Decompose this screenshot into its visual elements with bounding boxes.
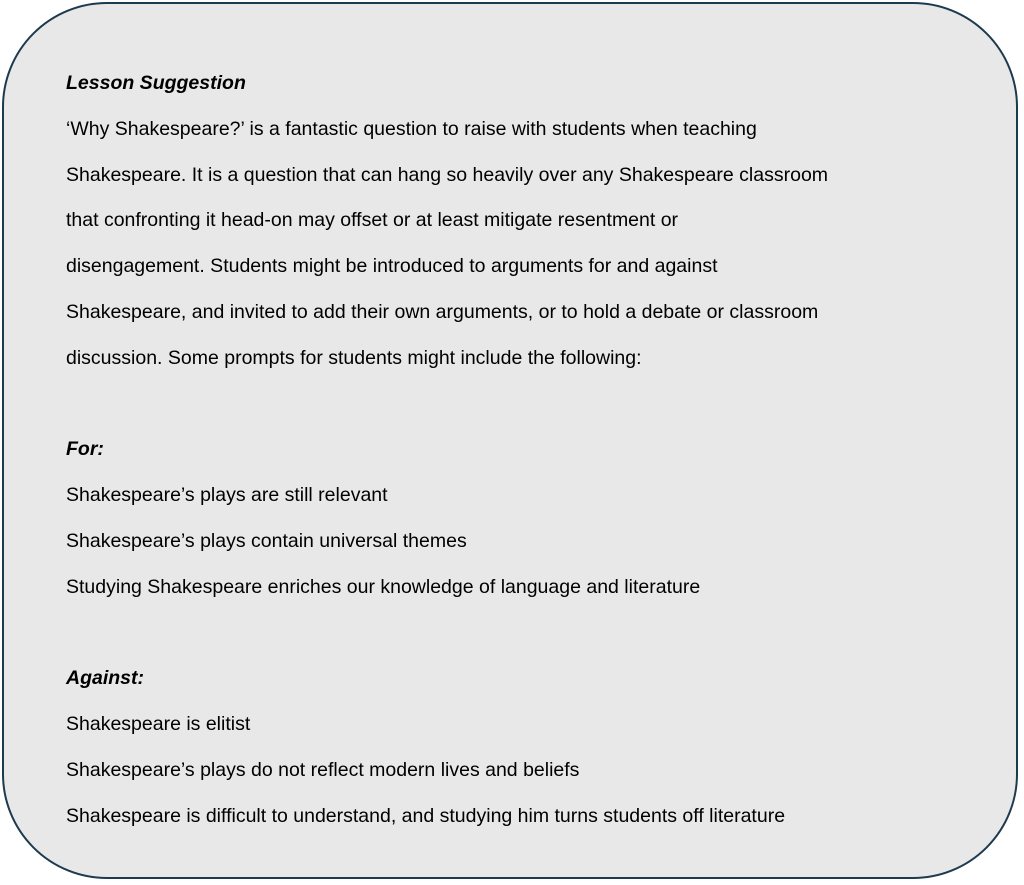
intro-line: Shakespeare. It is a question that can hang so heavily over any Shakespeare classroom (66, 163, 829, 186)
for-heading: For: (66, 438, 104, 461)
lesson-heading: Lesson Suggestion (66, 72, 246, 94)
spacer (66, 389, 828, 435)
box-content (66, 68, 828, 847)
for-item: Shakespeare’s plays contain universal themes (66, 529, 467, 552)
intro-line: discussion. Some prompts for students might include the following: (66, 346, 642, 369)
lesson-suggestion-box (2, 2, 1018, 879)
against-item: Shakespeare is difficult to understand, and studying him turns students off literature (66, 804, 786, 827)
intro-line: Shakespeare, and invited to add their own arguments, or to hold a debate or classroom (66, 300, 819, 323)
intro-line: ‘Why Shakespeare?’ is a fantastic question to raise with students when teaching (66, 117, 757, 140)
for-item: Studying Shakespeare enriches our knowledge of language and literature (66, 575, 701, 598)
for-item: Shakespeare’s plays are still relevant (66, 484, 388, 507)
against-item: Shakespeare’s plays do not reflect modern lives and beliefs (66, 758, 580, 781)
spacer (66, 618, 828, 664)
intro-line: disengagement. Students might be introduced to arguments for and against (66, 255, 718, 278)
against-heading: Against: (66, 667, 144, 690)
against-item: Shakespeare is elitist (66, 713, 251, 736)
intro-line: that confronting it head-on may offset or at least mitigate resentment or (66, 209, 679, 232)
